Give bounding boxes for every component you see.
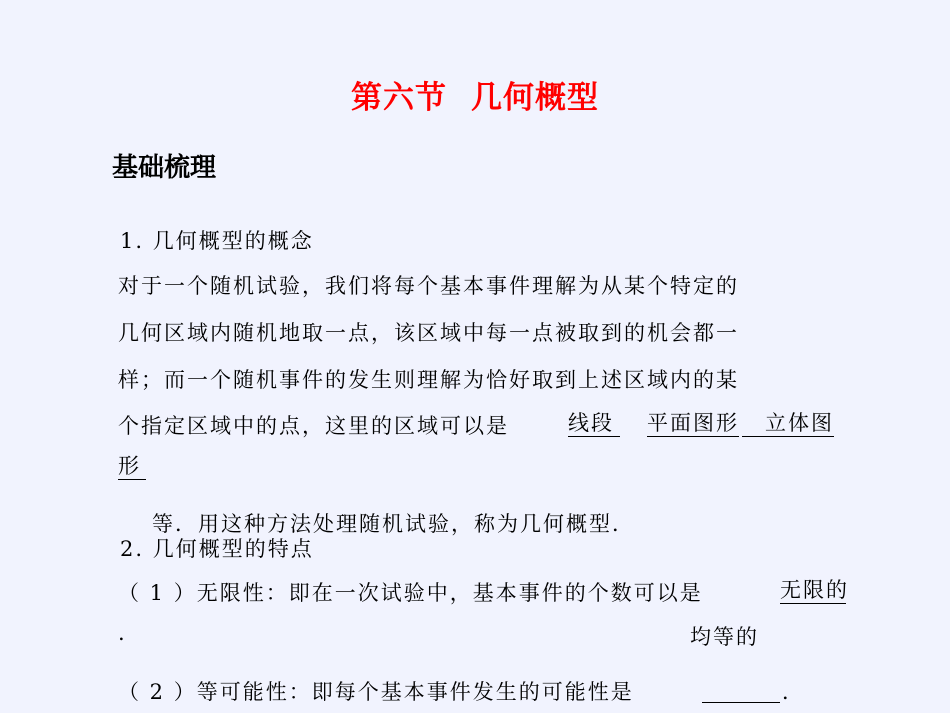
blank-equal-likely — [702, 676, 780, 703]
item2-point2: （ 2 ）等可能性：即每个基本事件发生的可能性是 — [118, 680, 634, 704]
item1-line4: 个指定区域中的点，这里的区域可以是 — [118, 414, 509, 438]
answer-equal: 均等的 — [690, 625, 759, 649]
item1-line1: 对于一个随机试验，我们将每个基本事件理解为从某个特定的 — [118, 274, 739, 298]
item1-line6: 等．用这种方法处理随机试验，称为几何概型． — [152, 512, 635, 536]
page-title — [0, 72, 950, 117]
point2-end: ． — [782, 680, 805, 704]
blank-solid-figure-cont: 形 — [118, 453, 146, 480]
item1-heading: 1. 几何概型的概念 — [120, 229, 314, 253]
title-part2: 几何概型 — [471, 80, 599, 116]
point1-dot: . — [118, 621, 127, 645]
item2-heading: 2. 几何概型的特点 — [120, 537, 314, 561]
section-heading: 基础梳理 — [112, 153, 217, 183]
item2-point1: （ 1 ）无限性：即在一次试验中，基本事件的个数可以是 — [118, 581, 703, 605]
blank-infinite: 无限的 — [780, 577, 846, 604]
title-part1: 第六节 — [351, 80, 447, 116]
blank-solid-figure: 立体图 — [742, 410, 834, 437]
item1-line3: 样；而一个随机事件的发生则理解为恰好取到上述区域内的某 — [118, 368, 739, 392]
blank-line-segment: 线段 — [568, 410, 620, 437]
blank-plane-figure: 平面图形 — [647, 410, 739, 437]
item1-line2: 几何区域内随机地取一点，该区域中每一点被取到的机会都一 — [118, 321, 739, 345]
